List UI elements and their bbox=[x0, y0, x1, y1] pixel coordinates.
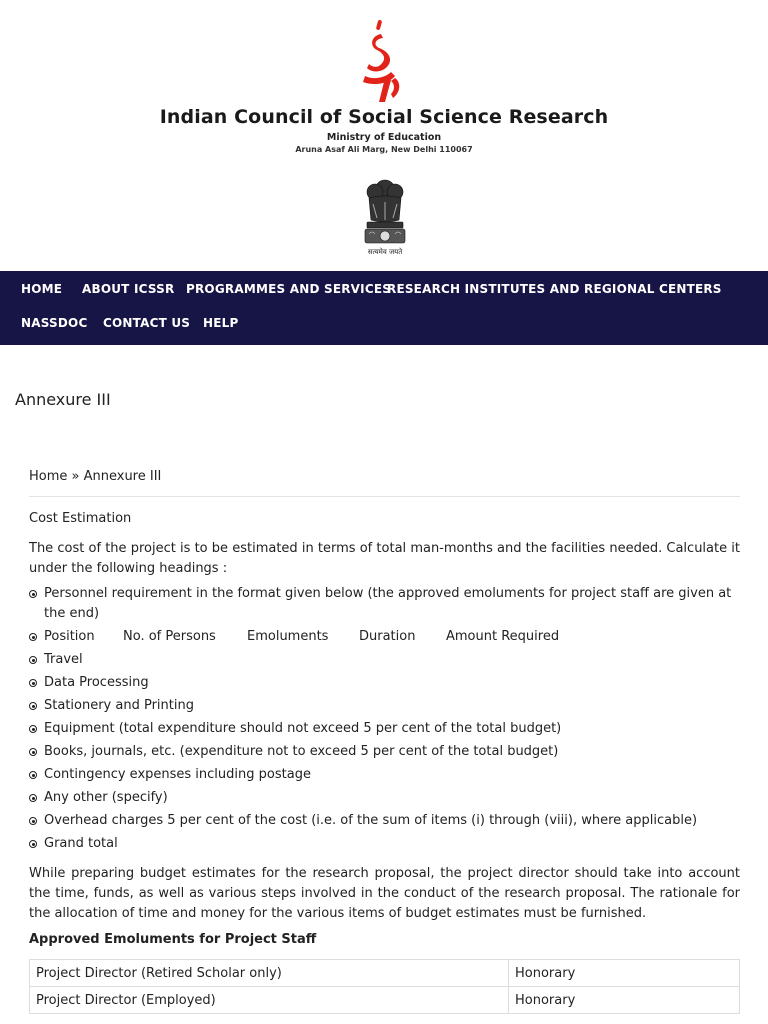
list-item: Grand total bbox=[29, 834, 740, 854]
table-cell-role: Project Director (Employed) bbox=[30, 987, 509, 1014]
nav-about-icssr[interactable]: ABOUT ICSSR bbox=[82, 282, 175, 296]
emoluments-heading: Approved Emoluments for Project Staff bbox=[29, 932, 317, 947]
cost-heading-list bbox=[29, 584, 740, 854]
list-item: Contingency expenses including postage bbox=[29, 765, 740, 785]
table-cell-role: Project Director (Retired Scholar only) bbox=[30, 960, 509, 987]
site-header bbox=[0, 0, 768, 271]
table-cell-value: Honorary bbox=[509, 987, 740, 1014]
circle-bullet-icon bbox=[29, 702, 37, 710]
circle-bullet-icon bbox=[29, 725, 37, 733]
icssr-logo[interactable] bbox=[355, 18, 407, 104]
circle-bullet-icon bbox=[29, 656, 37, 664]
nav-nassdoc[interactable]: NASSDOC bbox=[21, 316, 88, 330]
list-item: Overhead charges 5 per cent of the cost (i.e. of the sum of items (i) through (viii), where applicable) bbox=[29, 811, 740, 831]
circle-bullet-icon bbox=[29, 679, 37, 687]
ministry-name: Ministry of Education bbox=[326, 132, 442, 143]
list-item: Data Processing bbox=[29, 673, 740, 693]
section-title: Cost Estimation bbox=[29, 511, 132, 526]
intro-paragraph: The cost of the project is to be estimated in terms of total man-months and the facilities needed. Calculate it under the following headings : bbox=[29, 541, 740, 576]
circle-bullet-icon bbox=[29, 633, 37, 641]
closing-paragraph: While preparing budget estimates for the research proposal, the project director should take into account the time, funds, as well as various steps involved in the conduct of the research proposal. The rationale for the allocation of time and money for the various items of budget estimates must be furnished. bbox=[29, 866, 740, 921]
main-nav bbox=[0, 271, 768, 345]
emblem-motto: सत्यमेव जयते bbox=[367, 248, 403, 256]
circle-bullet-icon bbox=[29, 840, 37, 848]
list-item: Personnel requirement in the format given below (the approved emoluments for project staff are given at the end) bbox=[29, 584, 740, 624]
circle-bullet-icon bbox=[29, 817, 37, 825]
address: Aruna Asaf Ali Marg, New Delhi 110067 bbox=[295, 145, 473, 154]
list-item: Books, journals, etc. (expenditure not to exceed 5 per cent of the total budget) bbox=[29, 742, 740, 762]
list-item: Equipment (total expenditure should not exceed 5 per cent of the total budget) bbox=[29, 719, 740, 739]
breadcrumb[interactable]: Home » Annexure III bbox=[29, 469, 162, 484]
circle-bullet-icon bbox=[29, 771, 37, 779]
circle-bullet-icon bbox=[29, 748, 37, 756]
list-item: Travel bbox=[29, 650, 740, 670]
article-content bbox=[29, 509, 740, 950]
list-item: Any other (specify) bbox=[29, 788, 740, 808]
national-emblem-icon bbox=[355, 168, 415, 260]
nav-research-institutes[interactable]: RESEARCH INSTITUTES AND REGIONAL CENTERS bbox=[387, 282, 722, 296]
nav-contact-us[interactable]: CONTACT US bbox=[103, 316, 191, 330]
nav-help[interactable]: HELP bbox=[203, 316, 239, 330]
list-item-position-columns: Position No. of Persons Emoluments Duration Amount Required bbox=[29, 627, 740, 647]
emoluments-table bbox=[29, 959, 740, 1014]
org-title: Indian Council of Social Science Research bbox=[159, 106, 609, 128]
table-row bbox=[30, 960, 740, 987]
circle-bullet-icon bbox=[29, 590, 37, 598]
nav-programmes-and-services[interactable]: PROGRAMMES AND SERVICES bbox=[186, 282, 392, 296]
nav-home[interactable]: HOME bbox=[21, 282, 63, 296]
list-item: Stationery and Printing bbox=[29, 696, 740, 716]
table-row bbox=[30, 987, 740, 1014]
table-cell-value: Honorary bbox=[509, 960, 740, 987]
page-title: Annexure III bbox=[15, 390, 111, 409]
circle-bullet-icon bbox=[29, 794, 37, 802]
divider bbox=[29, 496, 740, 497]
